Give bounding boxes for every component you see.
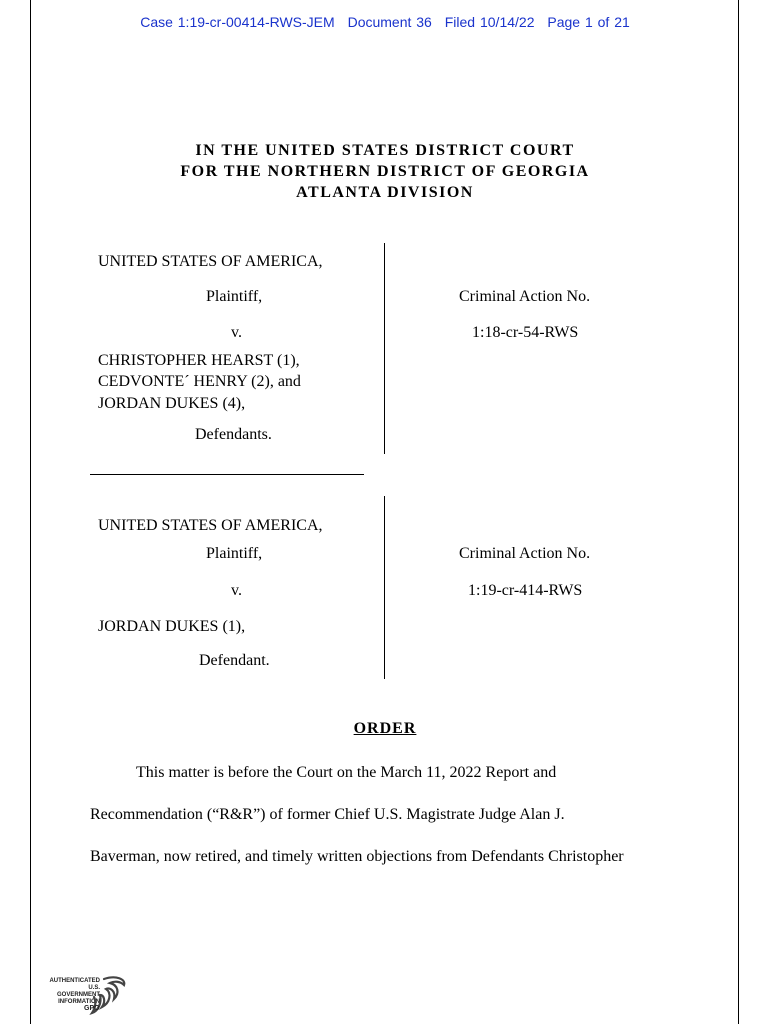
caption1-defendant-3: JORDAN DUKES (4),	[98, 395, 246, 412]
court-heading-line-1: IN THE UNITED STATES DISTRICT COURT	[195, 142, 575, 159]
caption1-underline	[90, 474, 364, 475]
caption1-versus: v.	[231, 324, 242, 341]
gpo-logo-text: AUTHENTICATED U.S. GOVERNMENT INFORMATION	[49, 978, 100, 1005]
court-heading-line-3: ATLANTA DIVISION	[296, 184, 474, 201]
caption1-action-label: Criminal Action No.	[459, 288, 591, 305]
caption1-plaintiff-name: UNITED STATES OF AMERICA,	[98, 253, 323, 270]
caption1-divider	[384, 243, 385, 454]
caption1-plaintiff-role: Plaintiff,	[206, 288, 263, 305]
caption2-defendant-role: Defendant.	[199, 652, 270, 669]
order-body-line-1: This matter is before the Court on the March 11, 2022 Report and	[136, 764, 557, 781]
caption2-plaintiff-role: Plaintiff,	[206, 545, 263, 562]
caption1-defendant-2: CEDVONTE´ HENRY (2), and	[98, 373, 301, 390]
order-body-line-3: Baverman, now retired, and timely written objections from Defendants Christopher	[90, 848, 624, 865]
stamp-case-number: Case 1:19-cr-00414-RWS-JEM	[140, 14, 335, 30]
court-heading-line-2: FOR THE NORTHERN DISTRICT OF GEORGIA	[180, 163, 590, 180]
stamp-document: Document 36	[347, 14, 432, 30]
caption2-versus: v.	[231, 582, 242, 599]
caption2-defendant: JORDAN DUKES (1),	[98, 618, 246, 635]
caption2-divider	[384, 496, 385, 679]
caption1-action-number: 1:18-cr-54-RWS	[472, 324, 579, 341]
stamp-page-count: Page 1 of 21	[547, 14, 630, 30]
order-title: ORDER	[353, 720, 417, 737]
caption2-action-label: Criminal Action No.	[459, 545, 591, 562]
caption2-action-number: 1:19-cr-414-RWS	[468, 582, 583, 599]
caption1-defendant-role: Defendants.	[195, 426, 272, 443]
filing-stamp	[0, 14, 770, 30]
court-heading	[0, 140, 770, 203]
caption1-defendant-1: CHRISTOPHER HEARST (1),	[98, 352, 300, 369]
gpo-mark: GPO	[84, 1005, 100, 1012]
stamp-filed-date: Filed 10/14/22	[444, 14, 535, 30]
order-body-line-2: Recommendation (“R&R”) of former Chief U.S. Magistrate Judge Alan J.	[90, 806, 565, 823]
caption2-plaintiff-name: UNITED STATES OF AMERICA,	[98, 517, 323, 534]
